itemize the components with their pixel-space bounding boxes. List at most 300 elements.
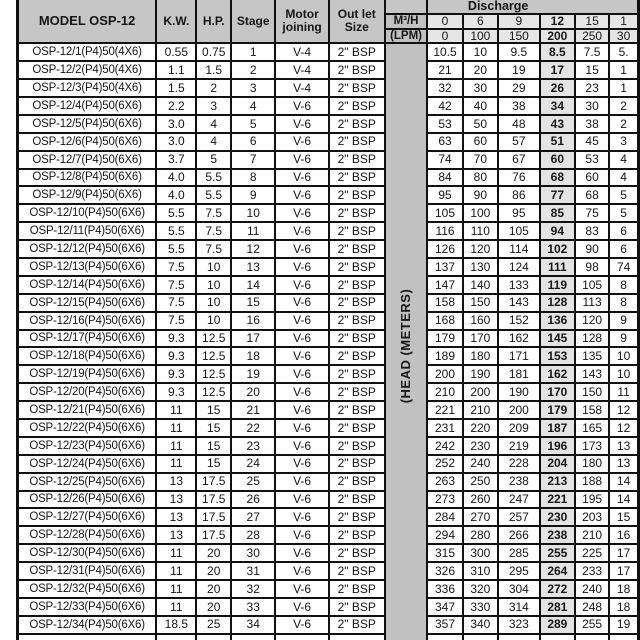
cell-model-name: OSP-12/31(P4)50(6X6) (18, 562, 157, 580)
cell-head-value: 247 (498, 491, 540, 509)
m3h-value-clipped: 1 (609, 14, 638, 29)
cell-head-value: 179 (427, 330, 462, 348)
cell-head-value: 266 (498, 526, 540, 544)
cell-kw: 3.0 (156, 133, 196, 151)
cell-head-value: 105 (427, 204, 462, 222)
cell-head-value: 233 (575, 562, 609, 580)
cell-head-value: 160 (463, 312, 498, 330)
cell-head-value: 270 (463, 508, 498, 526)
cell-stage: 16 (231, 312, 275, 330)
cell-outlet-size: 2" BSP (329, 365, 385, 383)
cell-stage: 12 (231, 240, 275, 258)
cell-motor-joining: V-4 (275, 61, 328, 79)
cell-head-value: 210 (427, 383, 462, 401)
cell-head-value: 26 (540, 79, 575, 97)
cell-head-value-clipped: 6 (609, 222, 638, 240)
cell-kw: 11 (156, 544, 196, 562)
cell-head-value: 113 (575, 294, 609, 312)
cell-head-value: 179 (540, 401, 575, 419)
cell-stage: 33 (231, 598, 275, 616)
cell-head-value: 190 (463, 365, 498, 383)
cell-stage: 20 (231, 383, 275, 401)
cell-hp: 4 (196, 115, 231, 133)
cell-head-value-clipped: 14 (609, 491, 638, 509)
cell-motor-joining: V-4 (275, 43, 328, 61)
cell-head-value: 60 (540, 151, 575, 169)
cell-model-name: OSP-12/17(P4)50(6X6) (18, 330, 157, 348)
cell-head-value: 213 (540, 473, 575, 491)
m3h-value-highlighted: 12 (540, 14, 575, 29)
cell-outlet-size: 2" BSP (329, 419, 385, 437)
col-header-kw: K.W. (156, 0, 196, 43)
cell-head-value: 209 (498, 419, 540, 437)
cell-model-name: OSP-12/10(P4)50(6X6) (18, 204, 157, 222)
cell-head-value-clipped: 13 (609, 455, 638, 473)
cell-head-value: 230 (463, 437, 498, 455)
cell-head-value: 75 (575, 204, 609, 222)
table-row (18, 61, 639, 79)
lpm-value-highlighted: 200 (540, 29, 575, 44)
cell-stage: 25 (231, 473, 275, 491)
cell-head-value: 84 (427, 169, 462, 187)
table-row (18, 437, 639, 455)
cell-head-value: 280 (463, 526, 498, 544)
cell-head-value-clipped: 12 (609, 401, 638, 419)
cell-head-value: 50 (463, 115, 498, 133)
cell-kw: 0.55 (156, 43, 196, 61)
cell-hp: 7.5 (196, 204, 231, 222)
table-row (18, 365, 639, 383)
cell-head-value-clipped: 5 (609, 204, 638, 222)
cell-outlet-size: 2" BSP (329, 258, 385, 276)
cell-head-value: 94 (540, 222, 575, 240)
cell-head-value: 20 (463, 61, 498, 79)
cell-model-name: OSP-12/11(P4)50(6X6) (18, 222, 157, 240)
cell-head-value: 320 (463, 580, 498, 598)
table-row (18, 491, 639, 509)
cell-kw: 7.5 (156, 312, 196, 330)
cell-head-value: 170 (463, 330, 498, 348)
cell-head-value-clipped: 19 (609, 616, 638, 634)
table-row (18, 598, 639, 616)
cell-hp: 12.5 (196, 365, 231, 383)
cell-outlet-size: 2" BSP (329, 186, 385, 204)
cell-model-name: OSP-12/9(P4)50(6X6) (18, 186, 157, 204)
m3h-value: 9 (498, 14, 540, 29)
cell-kw: 11 (156, 419, 196, 437)
partial-cell (231, 634, 275, 640)
cell-kw: 13 (156, 491, 196, 509)
cell-kw: 7.5 (156, 276, 196, 294)
cell-stage: 17 (231, 330, 275, 348)
pump-spec-sheet (16, 0, 640, 640)
lpm-value: 100 (463, 29, 498, 44)
cell-head-value: 171 (498, 347, 540, 365)
cell-head-value: 210 (463, 401, 498, 419)
lpm-value: 150 (498, 29, 540, 44)
cell-head-value: 135 (575, 347, 609, 365)
cell-head-value-clipped: 5. (609, 43, 638, 61)
cell-head-value-clipped: 13 (609, 437, 638, 455)
cell-hp: 5.5 (196, 169, 231, 187)
table-row (18, 383, 639, 401)
cell-outlet-size: 2" BSP (329, 115, 385, 133)
cell-hp: 15 (196, 437, 231, 455)
cell-kw: 4.0 (156, 186, 196, 204)
cell-kw: 9.3 (156, 330, 196, 348)
cell-head-value: 248 (575, 598, 609, 616)
cell-head-value: 221 (540, 491, 575, 509)
cell-outlet-size: 2" BSP (329, 79, 385, 97)
cell-motor-joining: V-6 (275, 598, 328, 616)
cell-outlet-size: 2" BSP (329, 616, 385, 634)
cell-head-value-clipped: 4 (609, 169, 638, 187)
cell-head-value: 257 (498, 508, 540, 526)
cell-stage: 11 (231, 222, 275, 240)
cell-outlet-size: 2" BSP (329, 473, 385, 491)
cell-head-value: 102 (540, 240, 575, 258)
cell-head-value: 284 (427, 508, 462, 526)
cell-stage: 2 (231, 61, 275, 79)
cell-head-value-clipped: 9 (609, 312, 638, 330)
cell-head-value: 221 (427, 401, 462, 419)
cell-head-value: 189 (427, 347, 462, 365)
head-meters-axis-text: (HEAD (METERS) (398, 288, 414, 403)
cell-head-value: 195 (575, 491, 609, 509)
table-row (18, 222, 639, 240)
cell-outlet-size: 2" BSP (329, 580, 385, 598)
table-row (18, 169, 639, 187)
cell-stage: 22 (231, 419, 275, 437)
cell-head-value: 200 (463, 383, 498, 401)
cell-head-value: 136 (540, 312, 575, 330)
m3h-value: 6 (463, 14, 498, 29)
partial-cell (156, 634, 196, 640)
cell-head-value: 133 (498, 276, 540, 294)
m3h-value: 0 (427, 14, 462, 29)
cell-model-name: OSP-12/20(P4)50(6X6) (18, 383, 157, 401)
cell-head-value: 240 (575, 580, 609, 598)
cell-head-value: 90 (463, 186, 498, 204)
cell-head-value: 19 (498, 61, 540, 79)
cell-hp: 17.5 (196, 508, 231, 526)
cell-hp: 20 (196, 580, 231, 598)
partial-cell (329, 634, 385, 640)
cell-motor-joining: V-6 (275, 365, 328, 383)
cell-model-name: OSP-12/8(P4)50(6X6) (18, 169, 157, 187)
cell-model-name: OSP-12/27(P4)50(6X6) (18, 508, 157, 526)
cell-head-value: 53 (575, 151, 609, 169)
cell-head-value: 300 (463, 544, 498, 562)
cell-head-value: 180 (463, 347, 498, 365)
cell-head-value: 304 (498, 580, 540, 598)
cell-model-name: OSP-12/22(P4)50(6X6) (18, 419, 157, 437)
cell-kw: 13 (156, 508, 196, 526)
cell-head-value: 231 (427, 419, 462, 437)
cell-head-value: 7.5 (575, 43, 609, 61)
cell-kw: 11 (156, 455, 196, 473)
cell-head-value-clipped: 4 (609, 151, 638, 169)
cell-head-value: 23 (575, 79, 609, 97)
col-header-discharge: Discharge (427, 0, 638, 14)
table-row (18, 544, 639, 562)
cell-stage: 32 (231, 580, 275, 598)
cell-head-value: 29 (498, 79, 540, 97)
cell-head-value: 225 (575, 544, 609, 562)
cell-head-value: 120 (575, 312, 609, 330)
cell-outlet-size: 2" BSP (329, 240, 385, 258)
cell-motor-joining: V-6 (275, 383, 328, 401)
cell-kw: 18.5 (156, 616, 196, 634)
cell-hp: 20 (196, 598, 231, 616)
table-row (18, 276, 639, 294)
cell-head-value: 105 (575, 276, 609, 294)
cell-head-value: 98 (575, 258, 609, 276)
cell-head-value-clipped: 15 (609, 508, 638, 526)
cell-head-value: 10 (463, 43, 498, 61)
col-header-outlet-size: Out let Size (329, 0, 385, 43)
cell-head-value: 32 (427, 79, 462, 97)
cell-head-value: 255 (540, 544, 575, 562)
table-row (18, 186, 639, 204)
table-row (18, 204, 639, 222)
cell-model-name: OSP-12/30(P4)50(6X6) (18, 544, 157, 562)
table-row (18, 312, 639, 330)
cell-motor-joining: V-6 (275, 455, 328, 473)
cell-motor-joining: V-6 (275, 419, 328, 437)
cell-outlet-size: 2" BSP (329, 526, 385, 544)
cell-head-value: 210 (575, 526, 609, 544)
table-row (18, 79, 639, 97)
cell-head-value: 190 (498, 383, 540, 401)
cell-outlet-size: 2" BSP (329, 169, 385, 187)
table-row (18, 419, 639, 437)
cell-head-value-clipped: 18 (609, 580, 638, 598)
cell-kw: 4.0 (156, 169, 196, 187)
cell-motor-joining: V-6 (275, 204, 328, 222)
cell-outlet-size: 2" BSP (329, 455, 385, 473)
cell-outlet-size: 2" BSP (329, 330, 385, 348)
cell-hp: 10 (196, 276, 231, 294)
blank-header-cell (385, 0, 428, 14)
cell-head-value-clipped: 1 (609, 79, 638, 97)
cell-model-name: OSP-12/34(P4)50(6X6) (18, 616, 157, 634)
cell-head-value-clipped: 5 (609, 186, 638, 204)
cell-head-value: 340 (463, 616, 498, 634)
cell-kw: 13 (156, 473, 196, 491)
cell-kw: 9.3 (156, 365, 196, 383)
cell-head-value: 168 (427, 312, 462, 330)
cell-kw: 11 (156, 598, 196, 616)
cell-head-value: 68 (575, 186, 609, 204)
cell-head-value-clipped: 11 (609, 383, 638, 401)
cell-motor-joining: V-6 (275, 616, 328, 634)
col-header-motor-joining: Motor joining (275, 0, 328, 43)
cell-head-value: 228 (498, 455, 540, 473)
cell-model-name: OSP-12/3(P4)50(4X6) (18, 79, 157, 97)
cell-model-name: OSP-12/33(P4)50(6X6) (18, 598, 157, 616)
cell-kw: 11 (156, 562, 196, 580)
cell-model-name: OSP-12/15(P4)50(6X6) (18, 294, 157, 312)
cell-head-value: 162 (540, 365, 575, 383)
cell-head-value: 77 (540, 186, 575, 204)
cell-head-value: 158 (575, 401, 609, 419)
cell-head-value-clipped: 18 (609, 598, 638, 616)
cell-model-name: OSP-12/21(P4)50(6X6) (18, 401, 157, 419)
cell-head-value-clipped: 2 (609, 115, 638, 133)
cell-model-name: OSP-12/18(P4)50(6X6) (18, 347, 157, 365)
m3h-value: 15 (575, 14, 609, 29)
cell-stage: 30 (231, 544, 275, 562)
cell-head-value: 8.5 (540, 43, 575, 61)
cell-head-value: 76 (498, 169, 540, 187)
cell-head-value: 30 (463, 79, 498, 97)
cell-head-value: 85 (540, 204, 575, 222)
flow-unit-m3h-label: M³/H (385, 14, 428, 29)
col-header-model: MODEL OSP-12 (18, 0, 157, 43)
cell-motor-joining: V-6 (275, 437, 328, 455)
cell-head-value: 86 (498, 186, 540, 204)
cell-stage: 3 (231, 79, 275, 97)
cell-model-name: OSP-12/6(P4)50(6X6) (18, 133, 157, 151)
cell-outlet-size: 2" BSP (329, 437, 385, 455)
cell-outlet-size: 2" BSP (329, 222, 385, 240)
cell-kw: 13 (156, 526, 196, 544)
cell-head-value-clipped: 9 (609, 330, 638, 348)
cell-hp: 0.75 (196, 43, 231, 61)
cell-motor-joining: V-6 (275, 294, 328, 312)
cell-kw: 5.5 (156, 222, 196, 240)
cell-head-value-clipped: 14 (609, 473, 638, 491)
cell-hp: 5 (196, 151, 231, 169)
cell-hp: 17.5 (196, 526, 231, 544)
cell-stage: 10 (231, 204, 275, 222)
cell-head-value: 150 (575, 383, 609, 401)
cell-kw: 7.5 (156, 258, 196, 276)
cell-hp: 7.5 (196, 222, 231, 240)
cell-motor-joining: V-6 (275, 276, 328, 294)
cell-model-name: OSP-12/2(P4)50(4X6) (18, 61, 157, 79)
cell-model-name: OSP-12/28(P4)50(6X6) (18, 526, 157, 544)
cell-head-value: 200 (427, 365, 462, 383)
cell-head-value: 116 (427, 222, 462, 240)
cell-head-value-clipped: 17 (609, 562, 638, 580)
cell-stage: 4 (231, 97, 275, 115)
partial-cell (575, 634, 609, 640)
cell-head-value: 90 (575, 240, 609, 258)
cell-motor-joining: V-6 (275, 240, 328, 258)
cell-kw: 3.0 (156, 115, 196, 133)
cell-stage: 24 (231, 455, 275, 473)
cell-hp: 1.5 (196, 61, 231, 79)
cell-motor-joining: V-6 (275, 312, 328, 330)
cell-motor-joining: V-6 (275, 473, 328, 491)
cell-head-value: 295 (498, 562, 540, 580)
cell-stage: 28 (231, 526, 275, 544)
cell-head-value: 110 (463, 222, 498, 240)
cell-head-value: 180 (575, 455, 609, 473)
table-row (18, 115, 639, 133)
cell-head-value: 128 (540, 294, 575, 312)
table-row (18, 294, 639, 312)
cell-outlet-size: 2" BSP (329, 312, 385, 330)
cell-head-value-clipped: 8 (609, 276, 638, 294)
cell-head-value: 196 (540, 437, 575, 455)
cell-head-value: 105 (498, 222, 540, 240)
cell-kw: 1.1 (156, 61, 196, 79)
cell-head-value: 67 (498, 151, 540, 169)
cell-hp: 15 (196, 455, 231, 473)
cell-model-name: OSP-12/12(P4)50(6X6) (18, 240, 157, 258)
cell-stage: 23 (231, 437, 275, 455)
cell-hp: 20 (196, 544, 231, 562)
cell-head-value-clipped: 2 (609, 97, 638, 115)
cell-head-value: 326 (427, 562, 462, 580)
lpm-value: 250 (575, 29, 609, 44)
cell-head-value: 289 (540, 616, 575, 634)
cell-head-value: 10.5 (427, 43, 462, 61)
cell-head-value: 165 (575, 419, 609, 437)
cell-head-value: 80 (463, 169, 498, 187)
cell-model-name: OSP-12/5(P4)50(6X6) (18, 115, 157, 133)
cell-head-value: 281 (540, 598, 575, 616)
cell-head-value: 162 (498, 330, 540, 348)
cell-stage: 7 (231, 151, 275, 169)
table-row (18, 616, 639, 634)
partial-cell (463, 634, 498, 640)
table-row (18, 455, 639, 473)
cell-head-value: 9.5 (498, 43, 540, 61)
cell-stage: 14 (231, 276, 275, 294)
cell-model-name: OSP-12/25(P4)50(6X6) (18, 473, 157, 491)
table-row (18, 97, 639, 115)
cell-kw: 7.5 (156, 294, 196, 312)
table-row (18, 508, 639, 526)
col-header-hp: H.P. (196, 0, 231, 43)
cell-model-name: OSP-12/23(P4)50(6X6) (18, 437, 157, 455)
cell-head-value: 152 (498, 312, 540, 330)
cell-head-value-clipped: 10 (609, 365, 638, 383)
cell-model-name: OSP-12/13(P4)50(6X6) (18, 258, 157, 276)
cell-head-value: 42 (427, 97, 462, 115)
cell-model-name: OSP-12/24(P4)50(6X6) (18, 455, 157, 473)
cell-head-value-clipped: 8 (609, 294, 638, 312)
cell-motor-joining: V-6 (275, 401, 328, 419)
head-meters-axis-label (385, 43, 428, 640)
cell-stage: 21 (231, 401, 275, 419)
table-row (18, 401, 639, 419)
cell-stage: 34 (231, 616, 275, 634)
cell-motor-joining: V-6 (275, 258, 328, 276)
cell-head-value-clipped: 74 (609, 258, 638, 276)
cell-head-value: 158 (427, 294, 462, 312)
cell-head-value-clipped: 1 (609, 61, 638, 79)
lpm-value-clipped: 30 (609, 29, 638, 44)
cell-motor-joining: V-6 (275, 169, 328, 187)
cell-head-value: 137 (427, 258, 462, 276)
cell-stage: 13 (231, 258, 275, 276)
cell-stage: 19 (231, 365, 275, 383)
cell-hp: 5.5 (196, 186, 231, 204)
cell-head-value: 200 (498, 401, 540, 419)
cell-kw: 2.2 (156, 97, 196, 115)
cell-kw: 11 (156, 580, 196, 598)
cell-model-name: OSP-12/14(P4)50(6X6) (18, 276, 157, 294)
cell-stage: 8 (231, 169, 275, 187)
cell-head-value: 15 (575, 61, 609, 79)
cell-outlet-size: 2" BSP (329, 598, 385, 616)
cell-head-value: 140 (463, 276, 498, 294)
